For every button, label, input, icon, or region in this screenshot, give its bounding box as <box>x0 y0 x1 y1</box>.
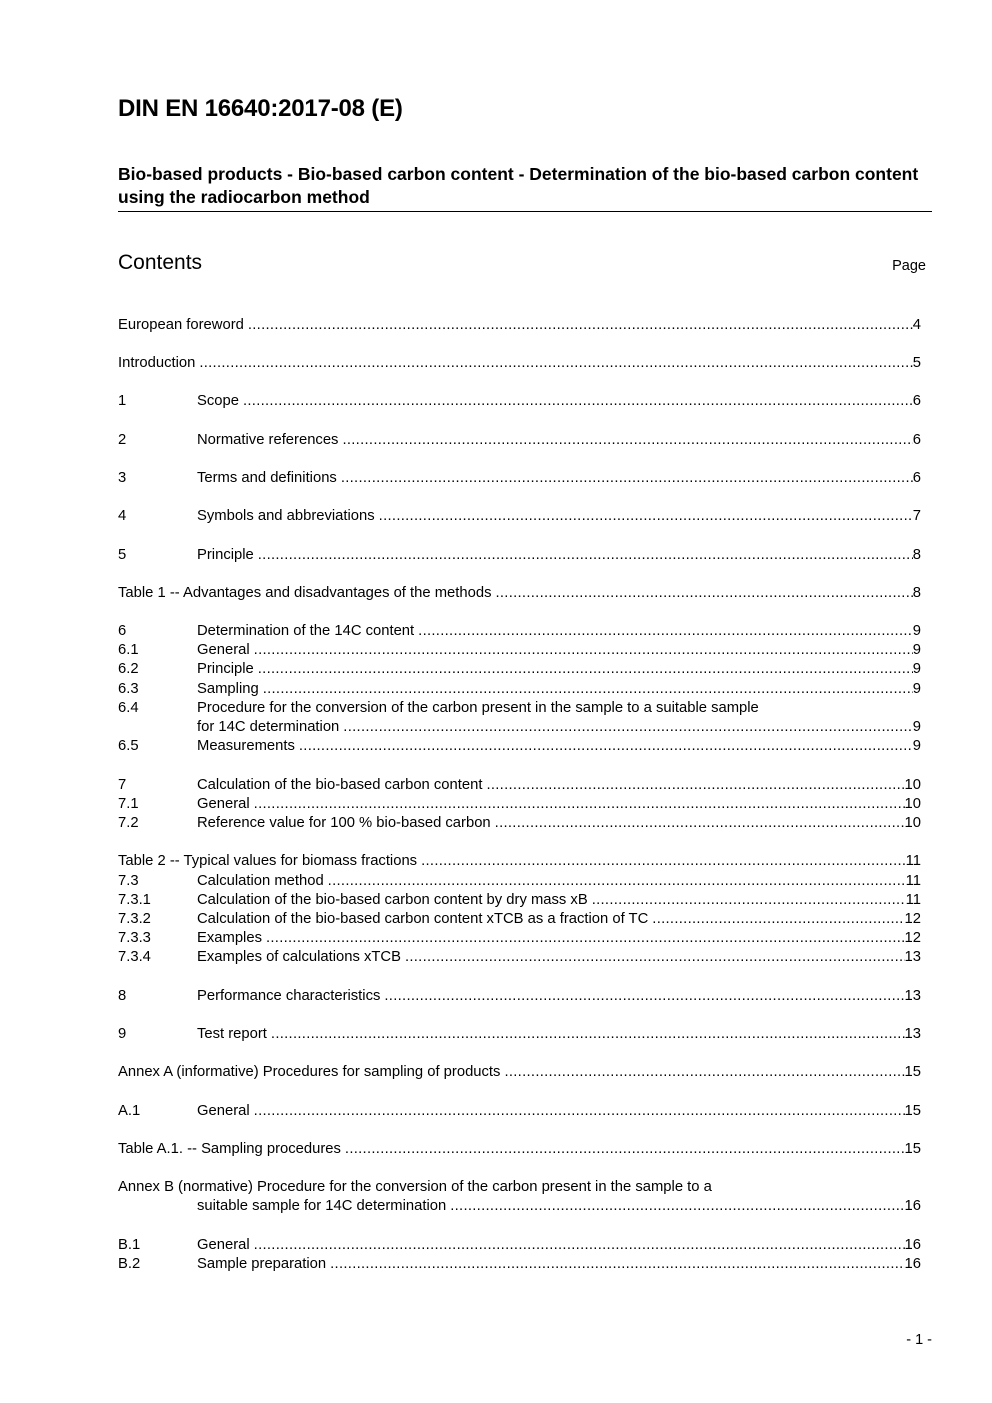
toc-entry[interactable] <box>118 795 921 814</box>
toc-entry-page: 4 <box>912 317 921 333</box>
toc-entry[interactable] <box>118 1140 921 1159</box>
toc-entry-continuation[interactable] <box>118 718 921 737</box>
toc-dot-leader <box>405 948 905 967</box>
toc-entry-text: Calculation of the bio-based carbon content by dry mass xB <box>197 891 592 910</box>
toc-dot-leader <box>450 1197 904 1216</box>
toc-entry-text: Principle <box>197 660 258 679</box>
toc-entry-page: 9 <box>912 661 921 677</box>
toc-entry-page: 7 <box>912 508 921 524</box>
toc-entry[interactable] <box>118 431 921 450</box>
toc-entry-number: 6.4 <box>118 700 139 716</box>
toc-entry-page: 10 <box>904 777 921 793</box>
toc-dot-leader <box>254 1102 905 1121</box>
toc-entry[interactable] <box>118 699 921 718</box>
toc-entry[interactable] <box>118 546 921 565</box>
toc-entry[interactable] <box>118 987 921 1006</box>
toc-entry-number: 7.3.1 <box>118 892 151 908</box>
toc-entry-page: 16 <box>904 1256 921 1272</box>
toc-entry-text: Calculation method <box>197 872 328 891</box>
toc-entry-text: Normative references <box>197 431 342 450</box>
toc-dot-leader <box>258 546 913 565</box>
toc-dot-leader <box>199 354 912 373</box>
toc-entry-text: Examples <box>197 929 266 948</box>
toc-entry[interactable] <box>118 910 921 929</box>
toc-entry-text: Table A.1. -- Sampling procedures <box>118 1140 345 1159</box>
toc-entry-page: 16 <box>904 1198 921 1214</box>
toc-dot-leader <box>254 641 913 660</box>
toc-entry[interactable] <box>118 392 921 411</box>
toc-entry-number: 4 <box>118 508 127 524</box>
toc-dot-leader <box>271 1025 905 1044</box>
toc-entry-text: Test report <box>197 1025 271 1044</box>
toc-entry[interactable] <box>118 891 921 910</box>
toc-entry-number: 5 <box>118 547 127 563</box>
toc-entry[interactable] <box>118 1236 921 1255</box>
toc-entry-text: Measurements <box>197 737 299 756</box>
toc-entry[interactable] <box>118 948 921 967</box>
toc-entry-text: European foreword <box>118 316 248 335</box>
toc-entry[interactable] <box>118 1063 921 1082</box>
toc-entry-text: Reference value for 100 % bio-based carbon <box>197 814 495 833</box>
toc-entry-text: Procedure for the conversion of the carbon present in the sample to a suitable sample <box>197 700 759 716</box>
toc-entry[interactable] <box>118 584 921 603</box>
toc-entry-page: 13 <box>904 1026 921 1042</box>
toc-dot-leader <box>248 316 913 335</box>
toc-entry-number: 7.3.4 <box>118 949 151 965</box>
toc-entry[interactable] <box>118 660 921 679</box>
toc-entry-page: 15 <box>904 1064 921 1080</box>
toc-dot-leader <box>652 910 904 929</box>
toc-entry-text: General <box>197 1236 254 1255</box>
toc-entry-text: Table 2 -- Typical values for biomass fractions <box>118 852 421 871</box>
toc-entry-text: Annex A (informative) Procedures for sampling of products <box>118 1063 504 1082</box>
toc-entry-text: Performance characteristics <box>197 987 384 1006</box>
toc-entry-page: 9 <box>912 623 921 639</box>
toc-entry-number: 8 <box>118 988 127 1004</box>
toc-dot-leader <box>330 1255 904 1274</box>
toc-entry-number: 6 <box>118 623 127 639</box>
toc-dot-leader <box>299 737 913 756</box>
toc-entry[interactable] <box>118 872 921 891</box>
toc-entry-text: Sample preparation <box>197 1255 330 1274</box>
toc-entry-number: 7.1 <box>118 796 139 812</box>
toc-dot-leader <box>258 660 913 679</box>
document-title: DIN EN 16640:2017-08 (E) <box>118 95 403 122</box>
toc-entry[interactable] <box>118 776 921 795</box>
toc-entry-number: B.1 <box>118 1237 141 1253</box>
toc-entry-page: 5 <box>912 355 921 371</box>
toc-entry[interactable] <box>118 929 921 948</box>
toc-dot-leader <box>328 872 906 891</box>
toc-dot-leader <box>486 776 904 795</box>
toc-entry-text-continuation: suitable sample for 14C determination <box>197 1197 450 1216</box>
toc-entry-page: 11 <box>905 873 921 889</box>
toc-entry-page: 8 <box>912 547 921 563</box>
toc-entry-number: 6.5 <box>118 738 139 754</box>
toc-entry-page: 9 <box>912 738 921 754</box>
toc-entry[interactable] <box>118 1255 921 1274</box>
toc-entry-text: Sampling <box>197 680 263 699</box>
toc-entry-text: General <box>197 1102 254 1121</box>
toc-dot-leader <box>341 469 913 488</box>
toc-entry-number: 7 <box>118 777 127 793</box>
page-number: - 1 - <box>906 1332 932 1348</box>
toc-dot-leader <box>263 680 913 699</box>
toc-entry-text: Introduction <box>118 354 199 373</box>
toc-entry-page: 12 <box>904 911 921 927</box>
toc-dot-leader <box>266 929 905 948</box>
toc-entry[interactable] <box>118 852 921 871</box>
toc-entry-page: 15 <box>904 1141 921 1157</box>
toc-entry[interactable] <box>118 507 921 526</box>
toc-entry-page: 12 <box>904 930 921 946</box>
toc-entry-page: 6 <box>912 393 921 409</box>
toc-entry[interactable] <box>118 737 921 756</box>
toc-entry-text: Terms and definitions <box>197 469 341 488</box>
toc-entry-page: 8 <box>912 585 921 601</box>
toc-dot-leader <box>495 814 905 833</box>
toc-entry[interactable] <box>118 354 921 373</box>
toc-entry-text: Calculation of the bio-based carbon content xTCB as a fraction of TC <box>197 910 652 929</box>
toc-entry[interactable] <box>118 814 921 833</box>
contents-heading: Contents <box>118 251 203 274</box>
toc-entry-page: 15 <box>904 1103 921 1119</box>
toc-entry-number: 7.3.3 <box>118 930 151 946</box>
toc-dot-leader <box>421 852 906 871</box>
toc-entry-text: General <box>197 795 254 814</box>
toc-entry-text: Table 1 -- Advantages and disadvantages of the methods <box>118 584 495 603</box>
toc-entry-number: 6.3 <box>118 681 139 697</box>
toc-entry-page: 13 <box>904 988 921 1004</box>
toc-entry-text: Calculation of the bio-based carbon content <box>197 776 486 795</box>
toc-entry[interactable] <box>118 469 921 488</box>
toc-dot-leader <box>243 392 913 411</box>
toc-entry-text-continuation: for 14C determination <box>197 718 343 737</box>
toc-entry-page: 11 <box>905 853 921 869</box>
toc-entry-page: 6 <box>912 470 921 486</box>
toc-entry-page: 9 <box>912 719 921 735</box>
toc-entry-text: Determination of the 14C content <box>197 622 418 641</box>
toc-entry-text: Annex B (normative) Procedure for the conversion of the carbon present in the sample to a <box>118 1179 712 1195</box>
toc-entry-number: 9 <box>118 1026 127 1042</box>
toc-entry-page: 10 <box>904 796 921 812</box>
toc-entry-text: Scope <box>197 392 243 411</box>
toc-entry[interactable] <box>118 641 921 660</box>
toc-entry[interactable] <box>118 1102 921 1121</box>
toc-entry[interactable] <box>118 1178 921 1197</box>
toc-dot-leader <box>379 507 913 526</box>
toc-entry-number: 7.2 <box>118 815 139 831</box>
toc-entry-number: 7.3.2 <box>118 911 151 927</box>
toc-entry-number: 3 <box>118 470 127 486</box>
toc-entry[interactable] <box>118 622 921 641</box>
toc-entry-number: A.1 <box>118 1103 141 1119</box>
toc-entry-text: General <box>197 641 254 660</box>
toc-entry-text: Principle <box>197 546 258 565</box>
toc-entry-page: 13 <box>904 949 921 965</box>
toc-entry[interactable] <box>118 316 921 335</box>
toc-dot-leader <box>495 584 912 603</box>
toc-dot-leader <box>345 1140 905 1159</box>
toc-dot-leader <box>384 987 904 1006</box>
page-column-heading: Page <box>892 258 926 274</box>
toc-entry[interactable] <box>118 1025 921 1044</box>
toc-dot-leader <box>342 431 912 450</box>
toc-entry-text: Examples of calculations xTCB <box>197 948 405 967</box>
toc-entry-number: 2 <box>118 432 127 448</box>
toc-entry-number: 6.2 <box>118 661 139 677</box>
toc-dot-leader <box>504 1063 904 1082</box>
toc-dot-leader <box>254 795 905 814</box>
document-subtitle: Bio-based products - Bio-based carbon content - Determination of the bio-based carbon content using the radiocarbon method <box>118 163 932 212</box>
toc-entry-number: B.2 <box>118 1256 141 1272</box>
toc-entry-page: 9 <box>912 642 921 658</box>
toc-entry-continuation[interactable] <box>118 1197 921 1216</box>
toc-entry-page: 10 <box>904 815 921 831</box>
toc-entry-number: 7.3 <box>118 873 139 889</box>
toc-entry-page: 11 <box>905 892 921 908</box>
toc-entry-page: 6 <box>912 432 921 448</box>
toc-dot-leader <box>254 1236 905 1255</box>
toc-dot-leader <box>592 891 906 910</box>
toc-dot-leader <box>418 622 913 641</box>
toc-entry-text: Symbols and abbreviations <box>197 507 379 526</box>
toc-entry-number: 1 <box>118 393 127 409</box>
toc-entry[interactable] <box>118 680 921 699</box>
toc-dot-leader <box>343 718 912 737</box>
toc-entry-page: 16 <box>904 1237 921 1253</box>
toc-entry-page: 9 <box>912 681 921 697</box>
toc-entry-number: 6.1 <box>118 642 139 658</box>
